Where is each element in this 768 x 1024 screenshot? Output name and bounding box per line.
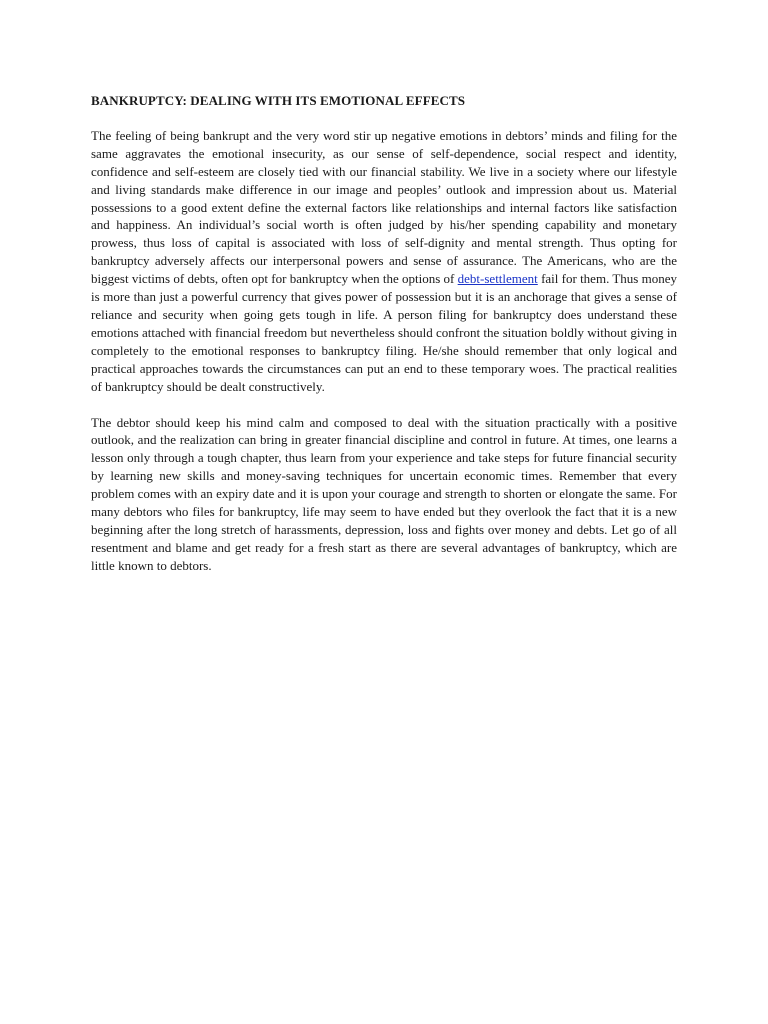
paragraph-1-text-end: fail for them. Thus money is more than just a powerful currency that gives power of possession but it is an anchorage that gives a sense of reliance and security when going gets tough in life. A person filing for bankruptcy does understand these emotions attached with financial freedom but nevertheless should confront the situation boldly without giving in completely to the emotional responses to bankruptcy filing. He/she should remember that only logical and practical approaches towards the circumstances can put an end to these temporary woes. The practical realities of bankruptcy should be dealt constructively.: [91, 271, 677, 394]
paragraph-1-text-start: The feeling of being bankrupt and the very word stir up negative emotions in debtors’ minds and filing for the same aggravates the emotional insecurity, as our sense of self-dependence, social respect and identity, confidence and self-esteem are closely tied with our financial stability. We live in a society where our lifestyle and living standards make difference in our image and peoples’ outlook and impression about us. Material possessions to a good extent define the external factors like relationships and internal factors like satisfaction and happiness. An individual’s social worth is often judged by his/her spending capability and monetary prowess, thus loss of capital is associated with loss of self-dignity and mental strength. Thus opting for bankruptcy adversely affects our interpersonal powers and sense of assurance. The Americans, who are the biggest victims of debts, often opt for bankruptcy when the options of: [91, 127, 677, 287]
document-title: BANKRUPTCY: DEALING WITH ITS EMOTIONAL EFFECTS: [91, 93, 466, 108]
paragraph-2: The debtor should keep his mind calm and composed to deal with the situation practically with a positive outlook, and the realization can bring in greater financial discipline and control in future. At times, one learns a lesson only through a tough chapter, thus learn from your experience and take steps for future financial security by learning new skills and money-saving techniques for uncertain economic times. Remember that every problem comes with an expiry date and it is upon your courage and strength to shorten or elongate the same. For many debtors who files for bankruptcy, life may seem to have ended but they overlook the fact that it is a new beginning after the long stretch of harassments, depression, loss and fights over money and debts. Let go of all resentment and blame and get ready for a fresh start as there are several advantages of bankruptcy, which are little known to debtors.: [91, 414, 677, 573]
paragraph-1: [91, 127, 677, 396]
document-body: [91, 92, 677, 593]
debt-settlement-link[interactable]: debt-settlement: [457, 271, 538, 287]
